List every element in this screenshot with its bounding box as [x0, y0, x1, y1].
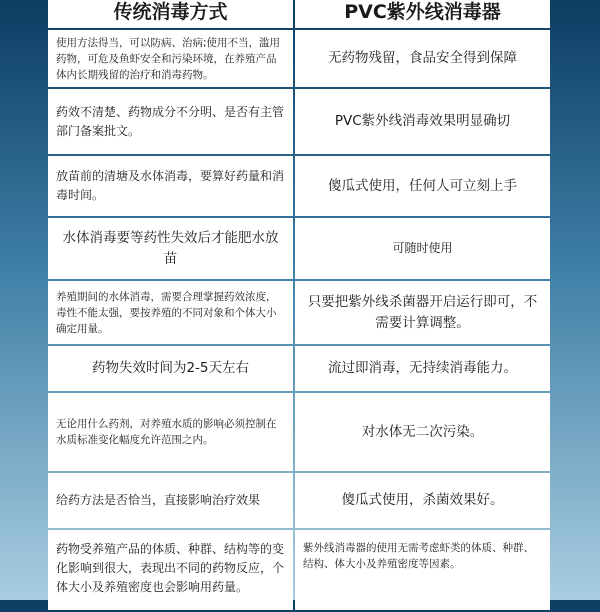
table-row — [48, 530, 550, 610]
traditional-cell: 药物失效时间为2-5天左右 — [48, 346, 293, 391]
uv-cell: 傻瓜式使用，任何人可立刻上手 — [295, 156, 550, 216]
uv-cell: 只要把紫外线杀菌器开启运行即可，不需要计算调整。 — [295, 281, 550, 344]
uv-cell: 傻瓜式使用，杀菌效果好。 — [295, 473, 550, 528]
traditional-cell: 给药方法是否恰当，直接影响治疗效果 — [48, 473, 293, 528]
comparison-table — [48, 0, 550, 612]
uv-cell: 无药物残留，食品安全得到保障 — [295, 30, 550, 87]
traditional-cell: 使用方法得当，可以防病、治病;使用不当，滥用药物，可危及鱼虾安全和污染环境，在养殖产品体内长期残留的治疗和消毒药物。 — [48, 30, 293, 87]
table-row — [48, 473, 550, 528]
table-row — [48, 393, 550, 471]
table-header-row — [48, 0, 550, 28]
uv-cell: 可随时使用 — [295, 218, 550, 279]
table-row — [48, 218, 550, 279]
traditional-cell: 药效不清楚、药物成分不分明、是否有主管部门备案批文。 — [48, 89, 293, 154]
table-row — [48, 346, 550, 391]
header-pvc-uv: PVC紫外线消毒器 — [295, 0, 550, 28]
traditional-cell: 放苗前的清塘及水体消毒，要算好药量和消毒时间。 — [48, 156, 293, 216]
table-row — [48, 156, 550, 216]
uv-cell: 紫外线消毒器的使用无需考虑虾类的体质、种群、结构、体大小及养殖密度等因素。 — [295, 530, 550, 610]
uv-cell: 流过即消毒，无持续消毒能力。 — [295, 346, 550, 391]
traditional-cell: 药物受养殖产品的体质、种群、结构等的变化影响到很大，表现出不同的药物反应，个体大小及养殖密度也会影响用药量。 — [48, 530, 293, 610]
traditional-cell: 无论用什么药剂，对养殖水质的影响必须控制在水质标准变化幅度允许范围之内。 — [48, 393, 293, 471]
header-traditional: 传统消毒方式 — [48, 0, 293, 28]
uv-cell: PVC紫外线消毒效果明显确切 — [295, 89, 550, 154]
table-row — [48, 89, 550, 154]
traditional-cell: 养殖期间的水体消毒，需要合理掌握药效浓度，毒性不能太强，要按养殖的不同对象和个体大小确定用量。 — [48, 281, 293, 344]
table-row — [48, 30, 550, 87]
table-row — [48, 281, 550, 344]
uv-cell: 对水体无二次污染。 — [295, 393, 550, 471]
traditional-cell: 水体消毒要等药性失效后才能肥水放苗 — [48, 218, 293, 279]
